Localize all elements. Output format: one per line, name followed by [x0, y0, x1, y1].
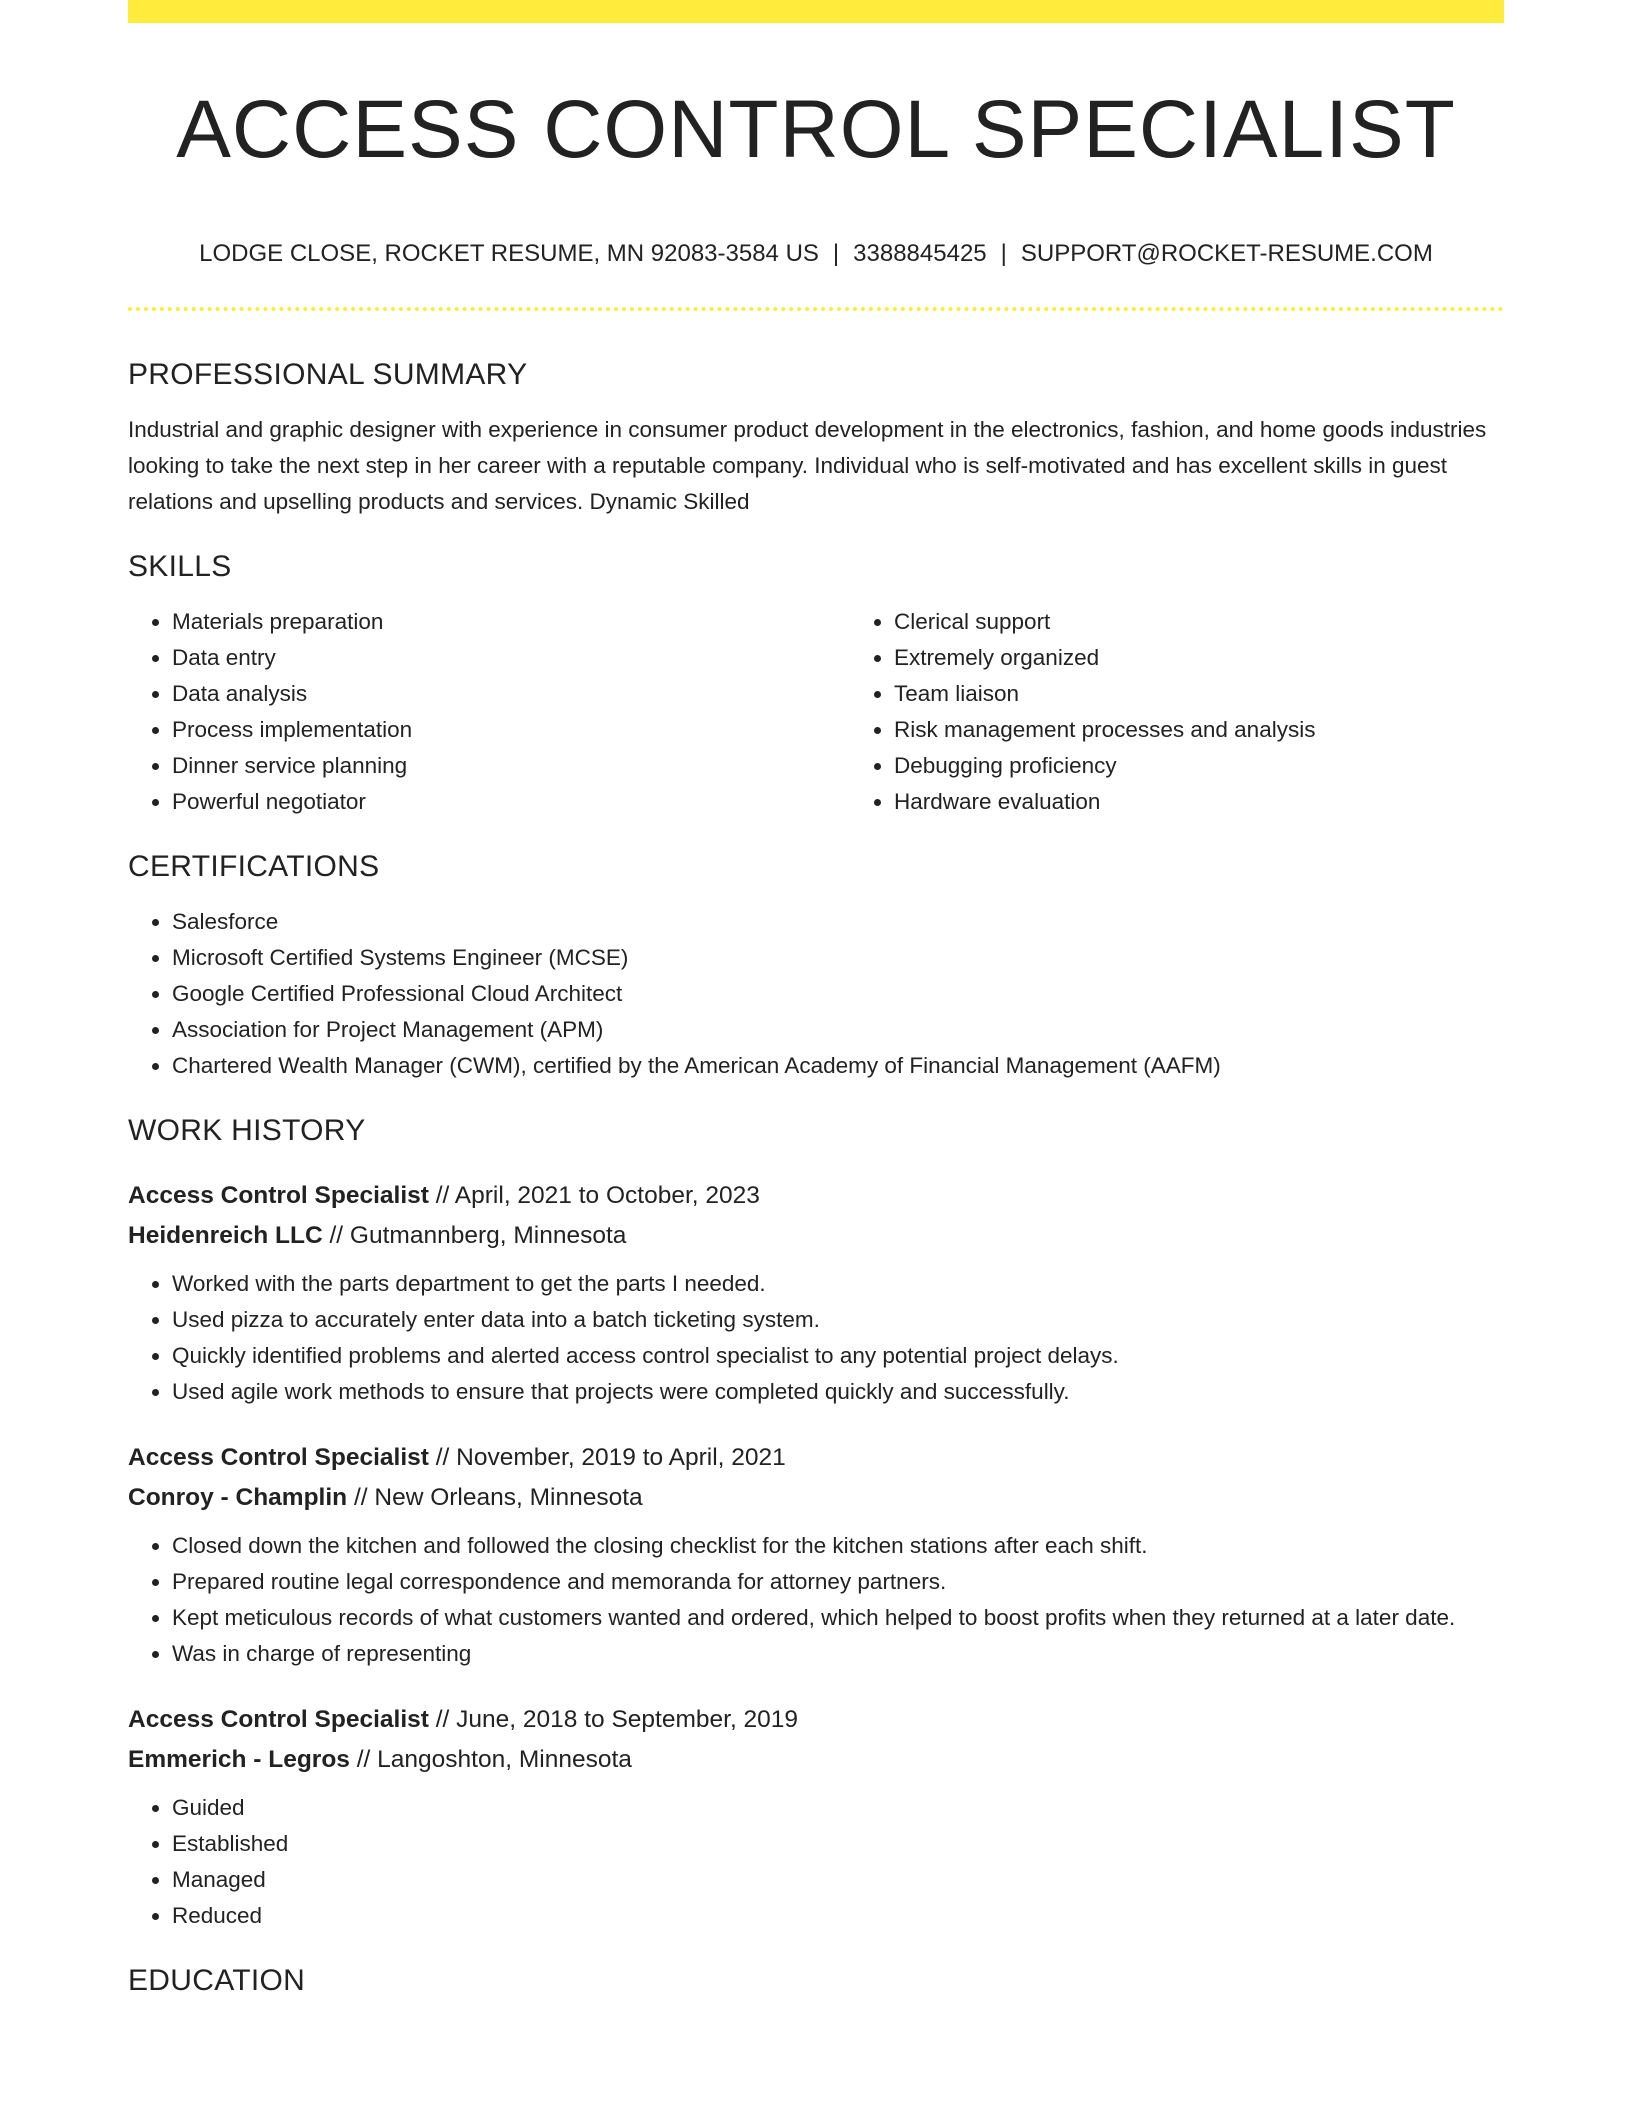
- skill-item: • Risk management processes and analysis: [894, 712, 1572, 748]
- job-location: // Langoshton, Minnesota: [356, 1746, 632, 1773]
- job-dates: // April, 2021 to October, 2023: [435, 1182, 760, 1209]
- job-company: Heidenreich LLC: [128, 1222, 323, 1249]
- skill-item: • Dinner service planning: [172, 748, 850, 784]
- job-title: Access Control Specialist: [128, 1182, 429, 1209]
- job-title-line: [128, 1438, 1504, 1478]
- job-entry: [128, 1176, 1504, 1410]
- skills-heading: SKILLS: [128, 550, 232, 583]
- certification-item: • Salesforce: [172, 904, 1504, 940]
- education-heading: EDUCATION: [128, 1964, 306, 1997]
- certifications-list: [128, 904, 1504, 1084]
- certification-item: • Chartered Wealth Manager (CWM), certified by the American Academy of Financial Management (AAFM): [172, 1048, 1504, 1084]
- job-company: Emmerich - Legros: [128, 1746, 350, 1773]
- job-bullet: • Closed down the kitchen and followed the closing checklist for the kitchen stations after each shift.: [172, 1528, 1504, 1564]
- job-title-line: [128, 1700, 1504, 1740]
- skill-item: • Process implementation: [172, 712, 850, 748]
- job-title: Access Control Specialist: [128, 1444, 429, 1471]
- job-dates: // June, 2018 to September, 2019: [435, 1706, 799, 1733]
- job-entry: [128, 1438, 1504, 1672]
- skills-list-right: [850, 604, 1572, 820]
- job-bullets: [128, 1528, 1504, 1672]
- job-bullet: • Managed: [172, 1862, 1504, 1898]
- summary-heading: PROFESSIONAL SUMMARY: [128, 358, 528, 391]
- contact-email: SUPPORT@ROCKET-RESUME.COM: [1020, 240, 1433, 267]
- skill-item: • Team liaison: [894, 676, 1572, 712]
- resume-content: [128, 350, 1504, 2006]
- job-bullets: [128, 1790, 1504, 1934]
- skill-item: • Data entry: [172, 640, 850, 676]
- summary-text: Industrial and graphic designer with experience in consumer product development in the electronics, fashion, and home goods industries looking to take the next step in her career with a reputable company. Individual who is self-motivated and has excellent skills in guest relations and upselling products and services. Dynamic Skilled: [128, 417, 1487, 514]
- top-accent-bar: [128, 0, 1504, 23]
- job-bullet: • Used pizza to accurately enter data into a batch ticketing system.: [172, 1302, 1504, 1338]
- job-bullet: • Worked with the parts department to get the parts I needed.: [172, 1266, 1504, 1302]
- job-bullet: • Established: [172, 1826, 1504, 1862]
- contact-address: LODGE CLOSE, ROCKET RESUME, MN 92083-3584 US: [199, 240, 819, 267]
- candidate-name: ACCESS CONTROL SPECIALIST: [176, 84, 1456, 175]
- job-company-line: [128, 1478, 1504, 1518]
- contact-separator: |: [832, 240, 840, 267]
- job-bullet: • Prepared routine legal correspondence and memoranda for attorney partners.: [172, 1564, 1504, 1600]
- certifications-heading: CERTIFICATIONS: [128, 850, 380, 883]
- skill-item: • Powerful negotiator: [172, 784, 850, 820]
- job-title: Access Control Specialist: [128, 1706, 429, 1733]
- certifications-section: [128, 842, 1504, 1084]
- work-history-section: [128, 1106, 1504, 1934]
- skill-item: • Clerical support: [894, 604, 1572, 640]
- job-entry: [128, 1700, 1504, 1934]
- contact-separator: |: [1000, 240, 1007, 267]
- job-dates: // November, 2019 to April, 2021: [435, 1444, 786, 1471]
- job-bullet: • Was in charge of representing: [172, 1636, 1504, 1672]
- skills-columns: [128, 604, 1504, 820]
- skills-section: [128, 542, 1504, 820]
- job-location: // Gutmannberg, Minnesota: [329, 1222, 627, 1249]
- certification-item: • Microsoft Certified Systems Engineer (MCSE): [172, 940, 1504, 976]
- education-section: [128, 1956, 1504, 2006]
- certification-item: • Association for Project Management (APM): [172, 1012, 1504, 1048]
- dotted-divider: [128, 307, 1504, 311]
- job-title-line: [128, 1176, 1504, 1216]
- job-location: // New Orleans, Minnesota: [353, 1484, 643, 1511]
- certification-item: • Google Certified Professional Cloud Architect: [172, 976, 1504, 1012]
- job-company-line: [128, 1740, 1504, 1780]
- skill-item: • Debugging proficiency: [894, 748, 1572, 784]
- skills-list-left: [128, 604, 850, 820]
- work-history-heading: WORK HISTORY: [128, 1114, 366, 1147]
- summary-section: [128, 350, 1504, 520]
- skill-item: • Data analysis: [172, 676, 850, 712]
- job-bullet: • Kept meticulous records of what customers wanted and ordered, which helped to boost profits when they returned at a later date.: [172, 1600, 1504, 1636]
- contact-line: [128, 236, 1504, 272]
- job-bullet: • Quickly identified problems and alerted access control specialist to any potential project delays.: [172, 1338, 1504, 1374]
- job-company: Conroy - Champlin: [128, 1484, 348, 1511]
- skill-item: • Extremely organized: [894, 640, 1572, 676]
- job-bullets: [128, 1266, 1504, 1410]
- skill-item: • Hardware evaluation: [894, 784, 1572, 820]
- job-company-line: [128, 1216, 1504, 1256]
- job-bullet: • Used agile work methods to ensure that projects were completed quickly and successfully.: [172, 1374, 1504, 1410]
- contact-phone: 3388845425: [853, 240, 987, 267]
- job-bullet: • Reduced: [172, 1898, 1504, 1934]
- job-bullet: • Guided: [172, 1790, 1504, 1826]
- skill-item: • Materials preparation: [172, 604, 850, 640]
